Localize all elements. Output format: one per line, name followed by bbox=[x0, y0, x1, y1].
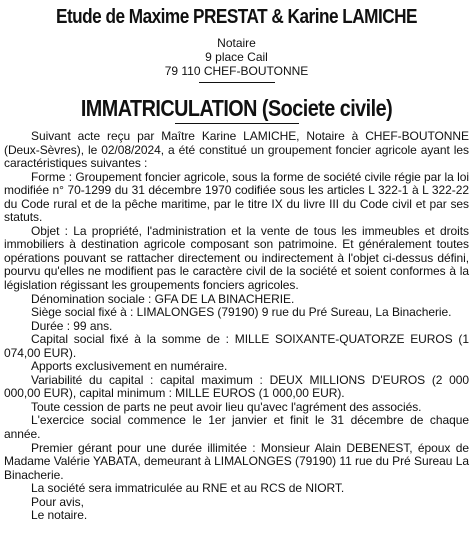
paragraph-duree: Durée : 99 ans. bbox=[31, 318, 113, 333]
paragraph-objet: Objet : La propriété, l'administration et la vente de tous les immeubles et droits immobiliers à destination agricole composant son patrimoine. Et généralement toutes opérations pouvant se rattacher directement ou indirectement à l'objet ci-dessus défini, pourvu qu'elles ne modifient pas le caractère civil de la société et soient conformes à la législation régissant les groupements fonciers agricoles. bbox=[4, 223, 469, 293]
title-divider bbox=[175, 123, 299, 124]
paragraph-variabilite: Variabilité du capital : capital maximum : DEUX MILLIONS D'EUROS (2 000 000,00 EUR), capital minimum : MILLE EUROS (1 000,00 EUR). bbox=[4, 372, 469, 401]
address-line-city: 79 110 CHEF-BOUTONNE bbox=[164, 64, 309, 78]
paragraph-siege: Siège social fixé à : LIMALONGES (79190) 9 rue du Pré Sureau, La Binacherie. bbox=[31, 305, 452, 320]
paragraph-forme: Forme : Groupement foncier agricole, sous la forme de société civile régie par la loi modifiée n° 70-1299 du 31 décembre 1970 codifiée sous les articles L 322-1 à L 322-22 du Code rural et de la pêche maritime, par le titre IX du livre III du Code civil et par ses statuts. bbox=[4, 169, 469, 225]
paragraph-immatriculation: La société sera immatriculée au RNE et au RCS de NIORT. bbox=[31, 481, 345, 496]
notice-body bbox=[4, 130, 469, 523]
paragraph-gerant: Premier gérant pour une durée illimitée : Monsieur Alain DEBENEST, époux de Madame Valérie YABATA, demeurant à LIMALONGES (79190) 11 rue du Pré Sureau La Binacherie. bbox=[4, 440, 469, 482]
notary-address bbox=[4, 36, 469, 78]
paragraph-exercice: L'exercice social commence le 1er janvier et finit le 31 décembre de chaque année. bbox=[4, 413, 469, 442]
address-line-street: 9 place Cail bbox=[205, 50, 268, 64]
address-line-role: Notaire bbox=[217, 36, 256, 50]
paragraph-cession: Toute cession de parts ne peut avoir lieu qu'avec l'agrément des associés. bbox=[31, 399, 422, 414]
paragraph-apports: Apports exclusivement en numéraire. bbox=[31, 359, 228, 374]
notice-title: IMMATRICULATION (Societe civile) bbox=[80, 95, 393, 121]
paragraph-pour-avis: Pour avis, bbox=[31, 494, 84, 509]
paragraph-capital: Capital social fixé à la somme de : MILLE SOIXANTE-QUATORZE EUROS (1 074,00 EUR). bbox=[4, 332, 469, 360]
paragraph-denomination: Dénomination sociale : GFA DE LA BINACHERIE. bbox=[31, 291, 295, 306]
notary-office-title: Etude de Maxime PRESTAT & Karine LAMICHE bbox=[55, 6, 418, 28]
paragraph-signature: Le notaire. bbox=[31, 508, 88, 523]
paragraph-intro: Suivant acte reçu par Maître Karine LAMICHE, Notaire à CHEF-BOUTONNE (Deux-Sèvres), le 02/08/2024, a été constitué un groupement foncier agricole ayant les caractéristiques suivantes : bbox=[4, 129, 469, 171]
header-divider bbox=[199, 82, 275, 83]
